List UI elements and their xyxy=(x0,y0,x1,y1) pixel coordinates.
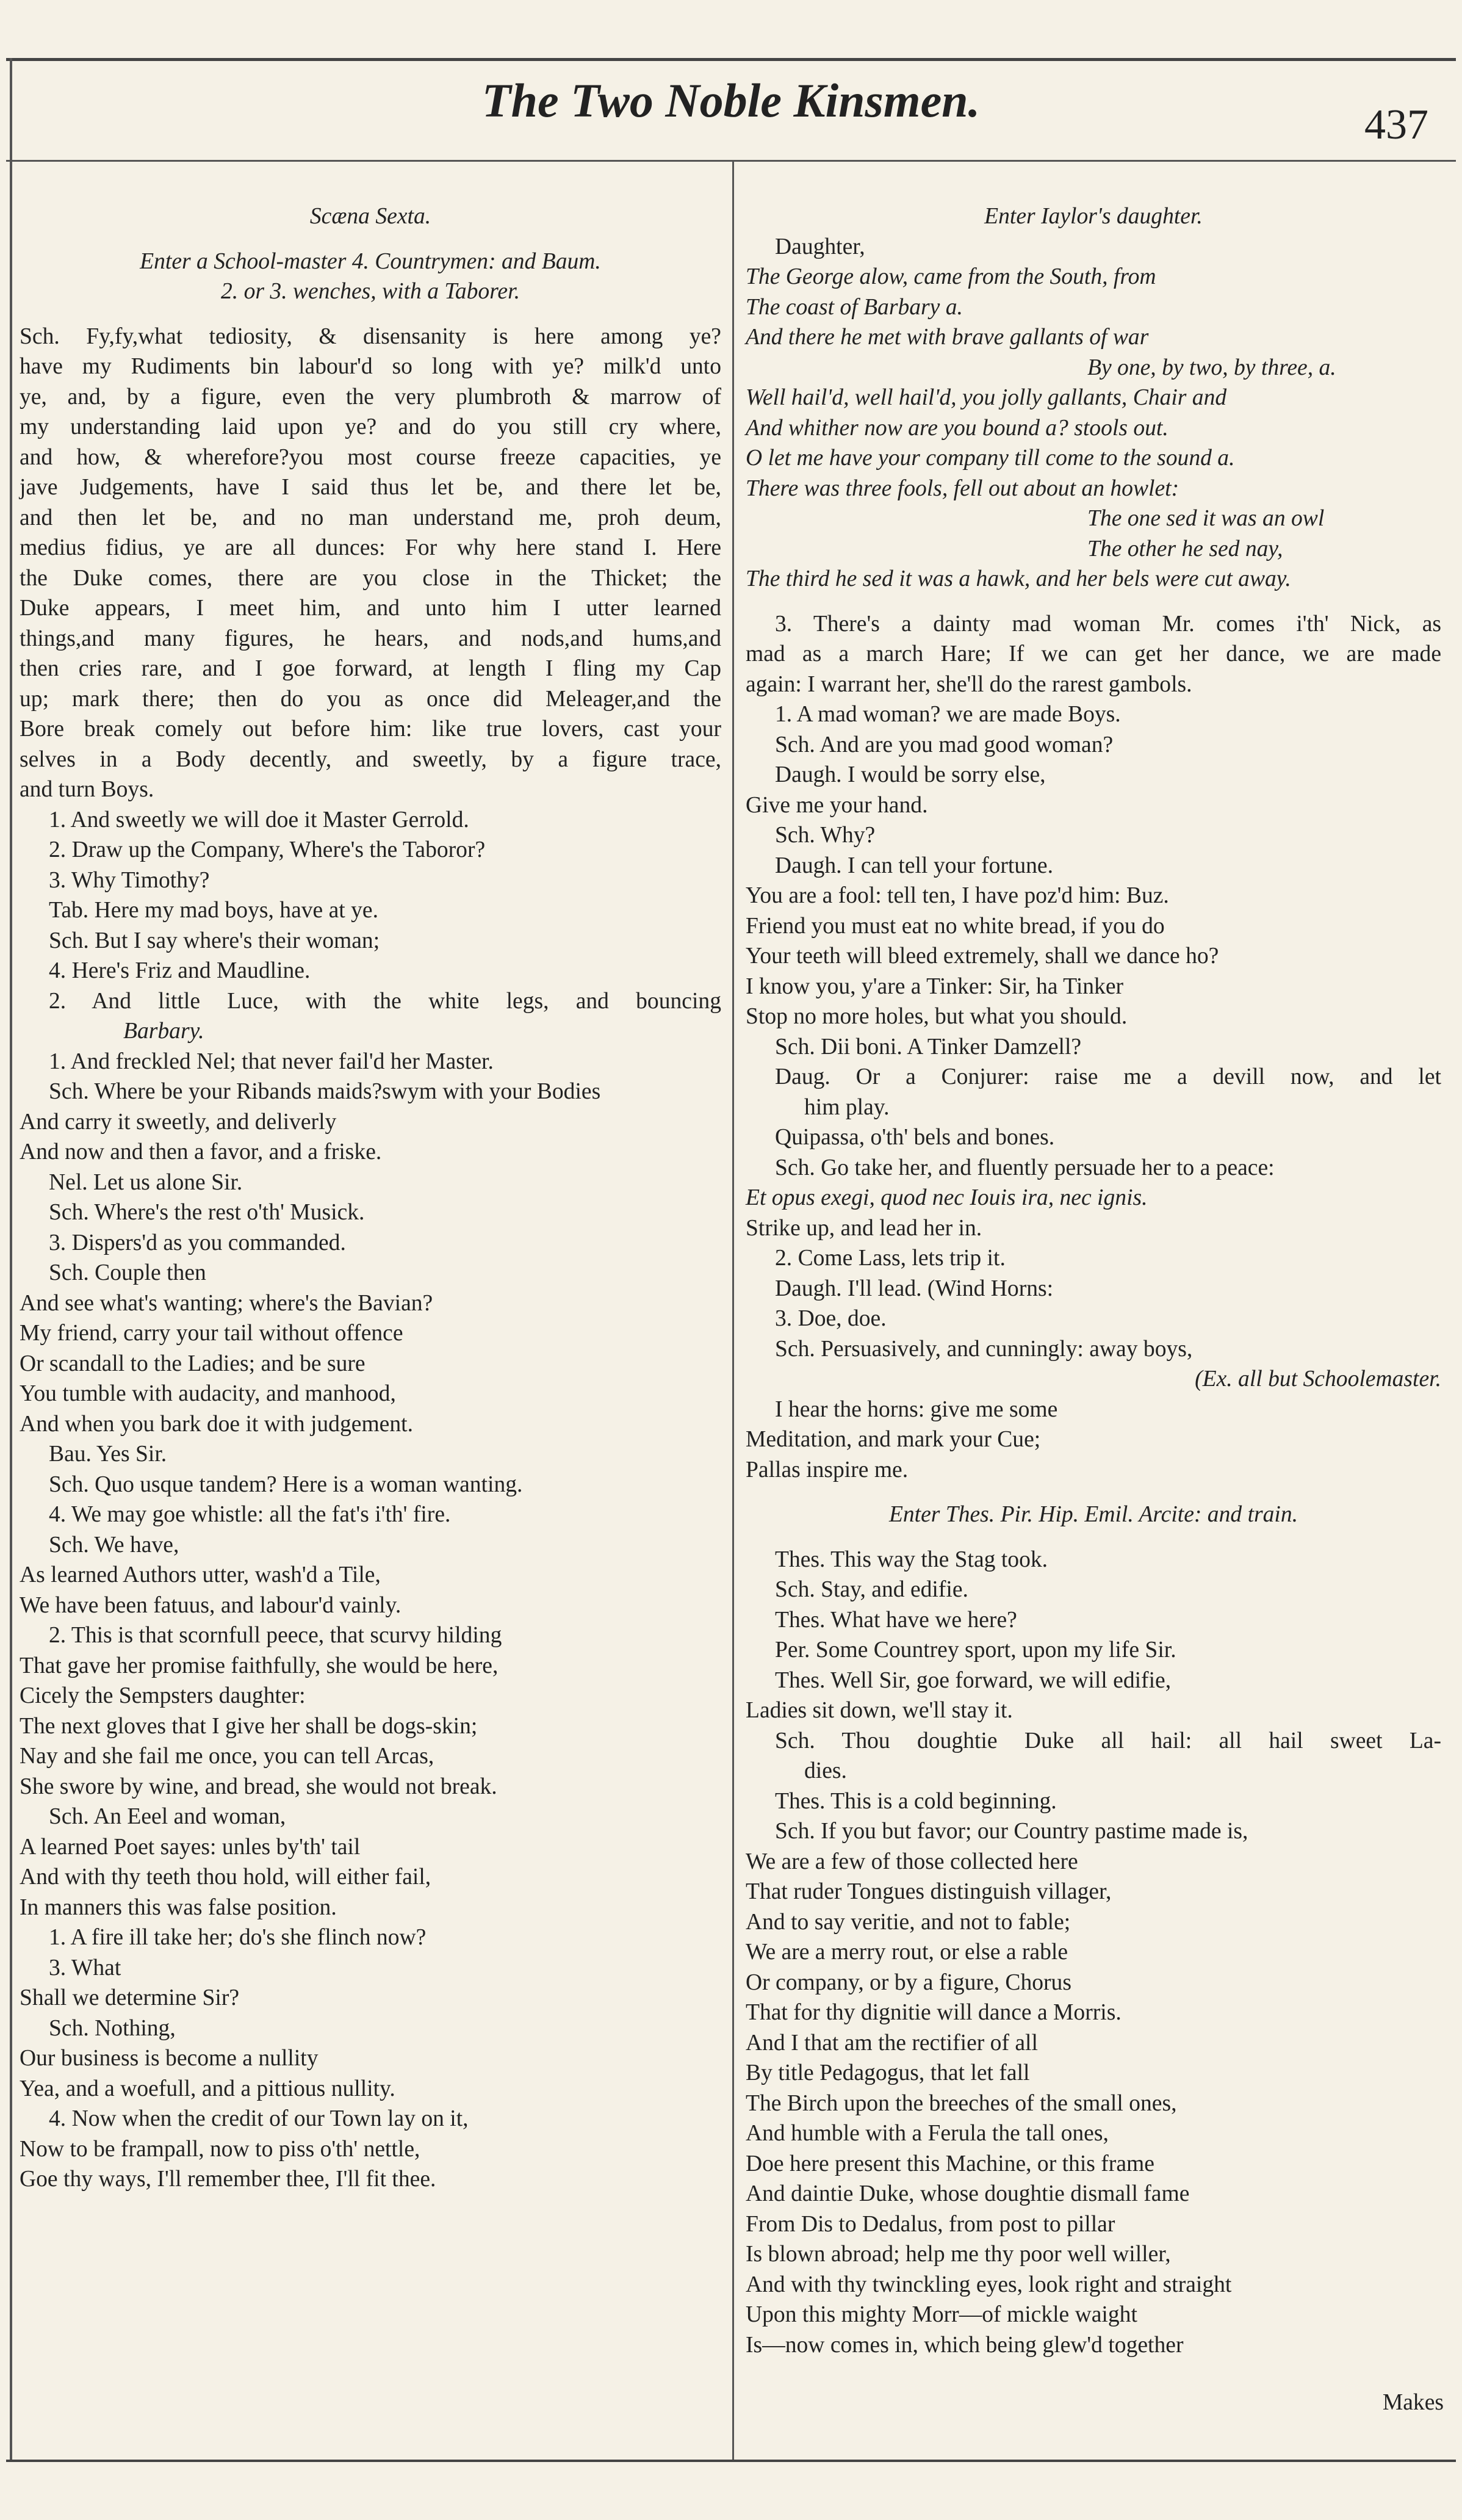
text-line: That ruder Tongues distinguish villager, xyxy=(746,1879,1112,1904)
text-line: up; mark there; then do you as once did Meleager,and the xyxy=(20,686,721,712)
text-line: Sch. Why? xyxy=(775,823,876,848)
text-line: Daugh. I'll lead. (Wind Horns: xyxy=(775,1276,1054,1301)
spacer xyxy=(746,1530,1441,1545)
text-line: And there he met with brave gallants of war xyxy=(746,325,1149,350)
text-line: And carry it sweetly, and deliverly xyxy=(20,1109,337,1135)
text-line: Sch. But I say where's their woman; xyxy=(49,928,380,953)
spacer xyxy=(746,1485,1441,1500)
text-line: 1. A fire ill take her; do's she flinch now? xyxy=(49,1925,427,1950)
text-line: Daughter, xyxy=(775,234,865,259)
text-line: Duke appears, I meet him, and unto him I utter learned xyxy=(20,596,721,621)
text-line: And I that am the rectifier of all xyxy=(746,2030,1038,2056)
text-line: ye, and, by a figure, even the very plumbroth & marrow of xyxy=(20,384,721,410)
spacer xyxy=(20,232,721,247)
text-line: my understanding laid upon ye? and do you still cry where, xyxy=(20,414,721,439)
text-line: Daugh. I can tell your fortune. xyxy=(775,853,1054,878)
text-line: dies. xyxy=(804,1758,847,1783)
text-line: then cries rare, and I goe forward, at length I fling my Cap xyxy=(20,656,721,681)
text-line: and then let be, and no man understand me, proh deum, xyxy=(20,505,721,530)
text-line: selves in a Body decently, and sweetly, by a figure trace, xyxy=(20,746,721,772)
text-line: Cicely the Sempsters daughter: xyxy=(20,1683,306,1708)
text-line: And see what's wanting; where's the Bavian? xyxy=(20,1290,433,1316)
text-line: him play. xyxy=(804,1094,890,1120)
text-line: Give me your hand. xyxy=(746,792,928,818)
text-line: and how, & wherefore?you most course freeze capacities, ye xyxy=(20,444,721,470)
text-line: Sch. Quo usque tandem? Here is a woman wanting. xyxy=(49,1471,523,1497)
text-line: And daintie Duke, whose doughtie dismall fame xyxy=(746,2181,1190,2206)
catchword: Makes xyxy=(1382,2390,1444,2415)
header-rule xyxy=(6,160,1456,162)
text-line: Shall we determine Sir? xyxy=(20,1985,240,2010)
text-line: The other he sed nay, xyxy=(1087,536,1283,561)
text-line: Nay and she fail me once, you can tell Arcas, xyxy=(20,1744,434,1769)
text-line: Now to be frampall, now to piss o'th' nettle, xyxy=(20,2136,420,2162)
text-line: Thes. This is a cold beginning. xyxy=(775,1788,1057,1814)
text-line: I know you, y'are a Tinker: Sir, ha Tinker xyxy=(746,973,1124,999)
text-line: Is—now comes in, which being glew'd together xyxy=(746,2332,1184,2358)
column-divider xyxy=(732,160,734,2462)
text-line: Daug. Or a Conjurer: raise me a devill now, and let xyxy=(775,1064,1441,1089)
text-line: again: I warrant her, she'll do the rarest gambols. xyxy=(746,671,1192,697)
text-line: Bore break comely out before him: like true lovers, cast your xyxy=(20,717,721,742)
text-line: Sch. Persuasively, and cunningly: away boys, xyxy=(775,1336,1193,1362)
text-line: Sch. Fy,fy,what tediosity, & disensanity is here among ye? xyxy=(20,323,721,349)
text-line: Sch. Where be your Ribands maids?swym with your Bodies xyxy=(49,1079,601,1104)
text-line: Enter Thes. Pir. Hip. Emil. Arcite: and train. xyxy=(888,1502,1298,1527)
text-line: Sch. Dii boni. A Tinker Damzell? xyxy=(775,1034,1082,1060)
text-line: 2. And little Luce, with the white legs, and bouncing xyxy=(49,988,721,1014)
text-line: We are a merry rout, or else a rable xyxy=(746,1940,1068,1965)
text-line: My friend, carry your tail without offence xyxy=(20,1321,403,1346)
text-line: and turn Boys. xyxy=(20,777,154,802)
text-line: 3. Dispers'd as you commanded. xyxy=(49,1230,346,1255)
left-border-rule xyxy=(10,58,12,2462)
text-line: You are a fool: tell ten, I have poz'd him: Buz. xyxy=(746,883,1169,908)
text-line: The one sed it was an owl xyxy=(1087,506,1325,531)
text-line: She swore by wine, and bread, she would not break. xyxy=(20,1774,497,1799)
text-line: 1. A mad woman? we are made Boys. xyxy=(775,702,1121,727)
text-line: I hear the horns: give me some xyxy=(775,1396,1058,1422)
text-line: As learned Authors utter, wash'd a Tile, xyxy=(20,1562,381,1587)
text-line: The third he sed it was a hawk, and her bels were cut away. xyxy=(746,566,1291,591)
text-line: 4. Now when the credit of our Town lay on it, xyxy=(49,2106,469,2131)
text-line: By one, by two, by three, a. xyxy=(1087,355,1336,380)
page-number: 437 xyxy=(1364,101,1428,148)
text-line: A learned Poet sayes: unles by'th' tail xyxy=(20,1834,361,1860)
text-line: That gave her promise faithfully, she would be here, xyxy=(20,1653,499,1678)
text-line: Enter Iaylor's daughter. xyxy=(984,204,1203,229)
text-line: Your teeth will bleed extremely, shall we dance ho? xyxy=(746,944,1219,969)
text-line: Sch. Go take her, and fluently persuade her to a peace: xyxy=(775,1155,1275,1180)
text-line: Sch. An Eeel and woman, xyxy=(49,1804,286,1829)
text-line: Thes. Well Sir, goe forward, we will edifie, xyxy=(775,1667,1172,1693)
spacer xyxy=(746,594,1441,609)
text-line: Thes. This way the Stag took. xyxy=(775,1547,1048,1572)
text-line: Goe thy ways, I'll remember thee, I'll fit thee. xyxy=(20,2167,436,2192)
text-line: Per. Some Countrey sport, upon my life Sir. xyxy=(775,1637,1176,1663)
text-line: medius fidius, ye are all dunces: For why here stand I. Here xyxy=(20,535,721,560)
text-line: Upon this mighty Morr—of mickle waight xyxy=(746,2302,1137,2327)
text-line: Doe here present this Machine, or this frame xyxy=(746,2151,1154,2176)
top-rule xyxy=(6,58,1456,61)
text-line: And whither now are you bound a? stools out. xyxy=(746,415,1169,441)
text-line: 3. Why Timothy? xyxy=(49,867,210,893)
text-line: And now and then a favor, and a friske. xyxy=(20,1139,382,1164)
text-line: We have been fatuus, and labour'd vainly. xyxy=(20,1592,402,1618)
text-line: And humble with a Ferula the tall ones, xyxy=(746,2121,1109,2146)
text-line: And with thy twinckling eyes, look right and straight xyxy=(746,2272,1232,2297)
text-line: The George alow, came from the South, from xyxy=(746,264,1156,289)
text-line: 3. There's a dainty mad woman Mr. comes i'th' Nick, as xyxy=(775,611,1441,637)
text-line: And when you bark doe it with judgement. xyxy=(20,1411,413,1437)
text-line: There was three fools, fell out about an howlet: xyxy=(746,475,1179,501)
text-line: Sch. And are you mad good woman? xyxy=(775,732,1114,757)
text-line: Thes. What have we here? xyxy=(775,1607,1017,1633)
text-line: In manners this was false position. xyxy=(20,1894,337,1920)
text-line: Nel. Let us alone Sir. xyxy=(49,1169,243,1195)
text-line: Well hail'd, well hail'd, you jolly gallants, Chair and xyxy=(746,385,1227,410)
text-line: Strike up, and lead her in. xyxy=(746,1215,982,1241)
running-title: The Two Noble Kinsmen. xyxy=(481,74,981,127)
text-line: Quipassa, o'th' bels and bones. xyxy=(775,1125,1055,1150)
text-line: things,and many figures, he hears, and nods,and hums,and xyxy=(20,626,721,651)
text-line: We are a few of those collected here xyxy=(746,1849,1078,1874)
text-line: 2. or 3. wenches, with a Taborer. xyxy=(221,279,520,304)
text-line: Sch. If you but favor; our Country pastime made is, xyxy=(775,1819,1248,1844)
text-line: Or company, or by a figure, Chorus xyxy=(746,1969,1071,1995)
text-line: O let me have your company till come to the sound a. xyxy=(746,446,1235,471)
text-line: Our business is become a nullity xyxy=(20,2046,319,2071)
text-line: And to say veritie, and not to fable; xyxy=(746,1909,1071,1935)
text-line: Sch. Thou doughtie Duke all hail: all hail sweet La- xyxy=(775,1728,1441,1753)
text-line: Sch. Where's the rest o'th' Musick. xyxy=(49,1200,365,1225)
text-line: Friend you must eat no white bread, if you do xyxy=(746,913,1165,939)
text-line: mad as a march Hare; If we can get her dance, we are made xyxy=(746,641,1441,666)
text-line: 3. Doe, doe. xyxy=(775,1306,887,1331)
text-line: The coast of Barbary a. xyxy=(746,294,963,320)
text-line: Scæna Sexta. xyxy=(309,204,431,229)
text-line: Ladies sit down, we'll stay it. xyxy=(746,1698,1013,1723)
text-line: Bau. Yes Sir. xyxy=(49,1442,167,1467)
text-line: Or scandall to the Ladies; and be sure xyxy=(20,1351,366,1376)
text-line: Et opus exegi, quod nec Iouis ira, nec ignis. xyxy=(746,1185,1148,1210)
text-line: 3. What xyxy=(49,1955,121,1980)
text-line: You tumble with audacity, and manhood, xyxy=(20,1381,396,1406)
text-line: Daugh. I would be sorry else, xyxy=(775,762,1046,787)
text-line: The Birch upon the breeches of the small ones, xyxy=(746,2090,1177,2116)
text-line: 4. We may goe whistle: all the fat's i'th' fire. xyxy=(49,1502,451,1527)
text-line: Yea, and a woefull, and a pittious nullity. xyxy=(20,2076,395,2101)
text-line: And with thy teeth thou hold, will either fail, xyxy=(20,1865,431,1890)
text-line: Tab. Here my mad boys, have at ye. xyxy=(49,898,378,923)
text-line: jave Judgements, have I said thus let be, and there let be, xyxy=(20,475,721,500)
text-line: That for thy dignitie will dance a Morris. xyxy=(746,2000,1122,2025)
right-text-column xyxy=(746,201,1441,2360)
text-line: Is blown abroad; help me thy poor well willer, xyxy=(746,2242,1171,2267)
text-line: Sch. Couple then xyxy=(49,1260,206,1285)
text-line: 1. And freckled Nel; that never fail'd her Master. xyxy=(49,1049,494,1074)
text-line: Sch. Nothing, xyxy=(49,2015,176,2041)
left-text-column xyxy=(20,201,721,2195)
text-line: Barbary. xyxy=(123,1019,204,1044)
text-line: 1. And sweetly we will doe it Master Gerrold. xyxy=(49,807,469,832)
text-line: have my Rudiments bin labour'd so long with ye? milk'd unto xyxy=(20,354,721,379)
text-line: the Duke comes, there are you close in the Thicket; the xyxy=(20,565,721,591)
bottom-rule xyxy=(6,2460,1456,2462)
text-line: By title Pedagogus, that let fall xyxy=(746,2060,1030,2085)
text-line: Pallas inspire me. xyxy=(746,1457,909,1482)
text-line: 2. Come Lass, lets trip it. xyxy=(775,1246,1006,1271)
text-line: (Ex. all but Schoolemaster. xyxy=(1195,1367,1441,1392)
text-line: 2. Draw up the Company, Where's the Taboror? xyxy=(49,837,486,862)
text-line: Sch. We have, xyxy=(49,1532,179,1558)
text-line: Stop no more holes, but what you should. xyxy=(746,1004,1128,1029)
text-line: Enter a School-master 4. Countrymen: and Baum. xyxy=(140,248,601,274)
text-line: The next gloves that I give her shall be dogs-skin; xyxy=(20,1713,478,1739)
text-line: From Dis to Dedalus, from post to pillar xyxy=(746,2211,1115,2237)
text-line: Meditation, and mark your Cue; xyxy=(746,1427,1041,1452)
spacer xyxy=(20,307,721,322)
text-line: Sch. Stay, and edifie. xyxy=(775,1577,968,1602)
text-line: 4. Here's Friz and Maudline. xyxy=(49,958,311,983)
text-line: 2. This is that scornfull peece, that scurvy hilding xyxy=(49,1623,502,1648)
